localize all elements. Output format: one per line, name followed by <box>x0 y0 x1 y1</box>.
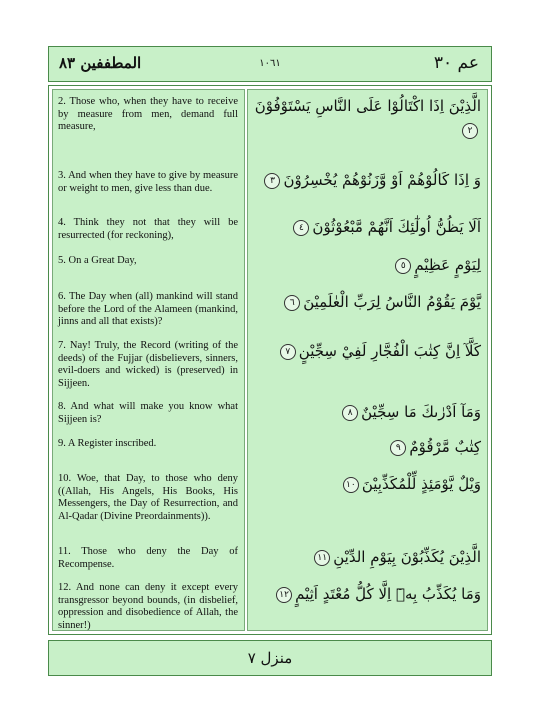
translation-column <box>52 89 245 631</box>
verse-body <box>48 85 492 635</box>
ayah-marker-icon: ١٢ <box>276 587 292 603</box>
translation-verse-3: 3. And when they have to give by measure or weight to men, give less than due. <box>58 170 238 194</box>
manzil-label: منزل ٧ <box>247 649 293 667</box>
ayah-marker-icon: ١٠ <box>343 477 359 493</box>
translation-verse-6: 6. The Day when (all) mankind will stand before the Lord of the Alameen (mankind, jinns and all that exists)? <box>58 291 238 327</box>
ayah-marker-icon: ٦ <box>284 295 300 311</box>
arabic-verse-8: وَمَآ اَدْرٰىكَ مَا سِجِّيْنٌ٨ <box>253 400 481 424</box>
translation-verse-5: 5. On a Great Day, <box>58 255 137 266</box>
ayah-marker-icon: ٢ <box>462 123 478 139</box>
arabic-verse-5: لِيَوْمٍ عَظِيْمٍ٥ <box>253 253 481 277</box>
ayah-marker-icon: ٥ <box>395 258 411 274</box>
arabic-verse-12: وَمَا يُكَذِّبُ بِهٖٓ اِلَّا كُلُّ مُعْتَدٍ اَثِيْمٍ١٢ <box>253 582 481 606</box>
translation-verse-10: 10. Woe, that Day, to those who deny ((Allah, His Angels, His Books, His Messengers, the Day of Resurrection, and Al-Qadar (Divine Preordainments)). <box>58 473 238 522</box>
translation-verse-7: 7. Nay! Truly, the Record (writing of the deeds) of the Fujjar (disbelievers, sinners, evil-doers and wicked) is (preserved) in Sijjeen. <box>58 340 238 389</box>
arabic-verse-2: الَّذِيْنَ اِذَا اكْتَالُوْا عَلَى النَّاسِ يَسْتَوْفُوْنَ٢ <box>253 94 481 142</box>
arabic-verse-7: كَلَّآ اِنَّ كِتٰبَ الْفُجَّارِ لَفِيْ سِجِّيْنٍ٧ <box>253 339 481 363</box>
ayah-marker-icon: ١١ <box>314 550 330 566</box>
ayah-marker-icon: ٤ <box>293 220 309 236</box>
ayah-marker-icon: ٧ <box>280 344 296 360</box>
ayah-marker-icon: ٣ <box>264 173 280 189</box>
arabic-verse-4: اَلَا يَظُنُّ اُولٰٓئِكَ اَنَّهُمْ مَّبْعُوْثُوْنَ٤ <box>253 215 481 239</box>
arabic-verse-11: الَّذِيْنَ يُكَذِّبُوْنَ بِيَوْمِ الدِّيْنِ١١ <box>253 545 481 569</box>
page-number: ١٠٦١ <box>259 58 281 69</box>
page-footer <box>48 640 492 676</box>
juz-label: عم ٣٠ <box>433 53 479 73</box>
page-header <box>48 46 492 82</box>
translation-verse-12: 12. And none can deny it except every transgressor beyond bounds, (in disbelief, oppression and disobedience of Allah, the sinner!) <box>58 582 238 631</box>
arabic-verse-10: وَيْلٌ يَّوْمَئِذٍ لِّلْمُكَذِّبِيْنَ١٠ <box>253 472 481 496</box>
ayah-marker-icon: ٨ <box>342 405 358 421</box>
ayah-marker-icon: ٩ <box>390 440 406 456</box>
translation-verse-11: 11. Those who deny the Day of Recompense. <box>58 546 238 570</box>
surah-name: المطففين ٨٣ <box>59 54 142 72</box>
arabic-verse-6: يَّوْمَ يَقُوْمُ النَّاسُ لِرَبِّ الْعٰلَمِيْنَ٦ <box>253 290 481 314</box>
arabic-verse-3: وَ اِذَا كَالُوْهُمْ اَوْ وَّزَنُوْهُمْ يُخْسِرُوْنَ٣ <box>253 168 481 192</box>
translation-verse-8: 8. And what will make you know what Sijjeen is? <box>58 401 238 425</box>
translation-verse-4: 4. Think they not that they will be resurrected (for reckoning), <box>58 217 238 241</box>
arabic-verse-9: كِتٰبٌ مَّرْقُوْمٌ٩ <box>253 435 481 459</box>
translation-verse-2: 2. Those who, when they have to receive by measure from men, demand full measure, <box>58 96 238 132</box>
translation-verse-9: 9. A Register inscribed. <box>58 438 157 449</box>
arabic-column <box>247 89 488 631</box>
